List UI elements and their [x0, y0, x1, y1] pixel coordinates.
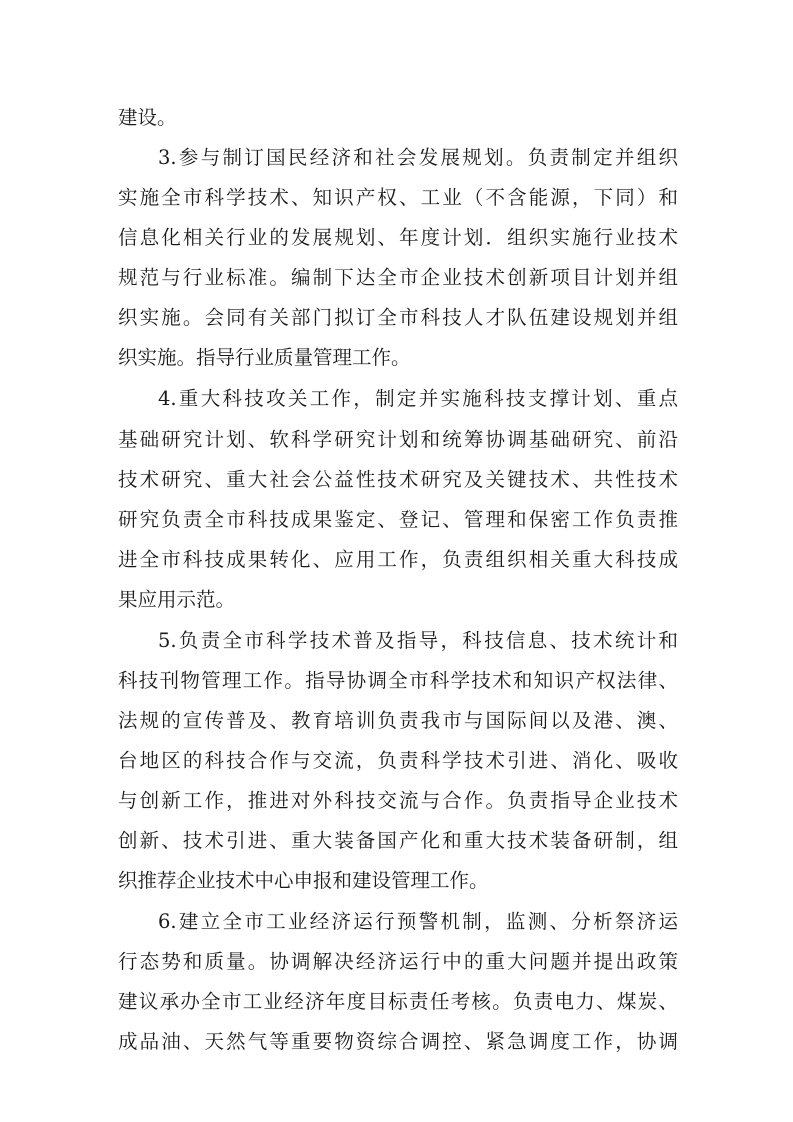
text-line-19: 创新、技术引进、重大装备国产化和重大技术装备研制，组: [118, 829, 678, 852]
text-line-10: 技术研究、重大社会公益性技术研究及关键技术、共性技术: [118, 468, 678, 491]
text-line-17: 台地区的科技合作与交流，负责科学技术引进、消化、吸收: [118, 749, 678, 772]
text-line-21: 6.建立全市工业经济运行预警机制，监测、分析祭济运: [158, 910, 678, 933]
text-line-18: 与创新工作，推进对外科技交流与合作。负责指导企业技术: [118, 789, 678, 812]
text-line-8: 4.重大科技攻关工作，制定并实施科技支撑计划、重点: [158, 387, 678, 410]
text-line-22: 行态势和质量。协调解决经济运行中的重大问题并提出政策: [118, 950, 678, 973]
text-line-23: 建议承办全市工业经济年度目标责任考核。负责电力、煤炭、: [118, 990, 678, 1013]
text-line-14: 5.负责全市科学技术普及指导，科技信息、技术统计和: [158, 629, 678, 652]
text-line-9: 基础研究计划、软科学研究计划和统筹协调基础研究、前沿: [118, 428, 678, 451]
text-line-2: 3.参与制订国民经济和社会发展规划。负责制定并组织: [158, 146, 678, 169]
text-line-24: 成品油、天然气等重要物资综合调控、紧急调度工作，协调: [118, 1030, 678, 1053]
text-line-20: 织推荐企业技术中心申报和建设管理工作。: [118, 869, 489, 892]
text-line-13: 果应用示范。: [118, 588, 236, 611]
text-line-11: 研究负责全市科技成果鉴定、登记、管理和保密工作负责推: [118, 508, 678, 531]
text-line-5: 规范与行业标准。编制下达全市企业技术创新项目计划并组: [118, 266, 678, 289]
text-line-4: 信息化相关行业的发展规划、年度计划．组织实施行业技术: [118, 226, 678, 249]
text-line-12: 进全市科技成果转化、应用工作，负责组织相关重大科技成: [118, 548, 678, 571]
text-line-3: 实施全市科学技术、知识产权、工业（不含能源，下同）和: [118, 186, 678, 209]
text-line-6: 织实施。会同有关部门拟订全市科技人才队伍建设规划并组: [118, 306, 678, 329]
text-line-1: 建设。: [118, 106, 177, 129]
text-line-16: 法规的宣传普及、教育培训负责我市与国际间以及港、澳、: [118, 709, 678, 732]
text-line-15: 科技刊物管理工作。指导协调全市科学技术和知识产权法律、: [118, 669, 678, 692]
text-line-7: 织实施。指导行业质量管理工作。: [118, 346, 411, 369]
